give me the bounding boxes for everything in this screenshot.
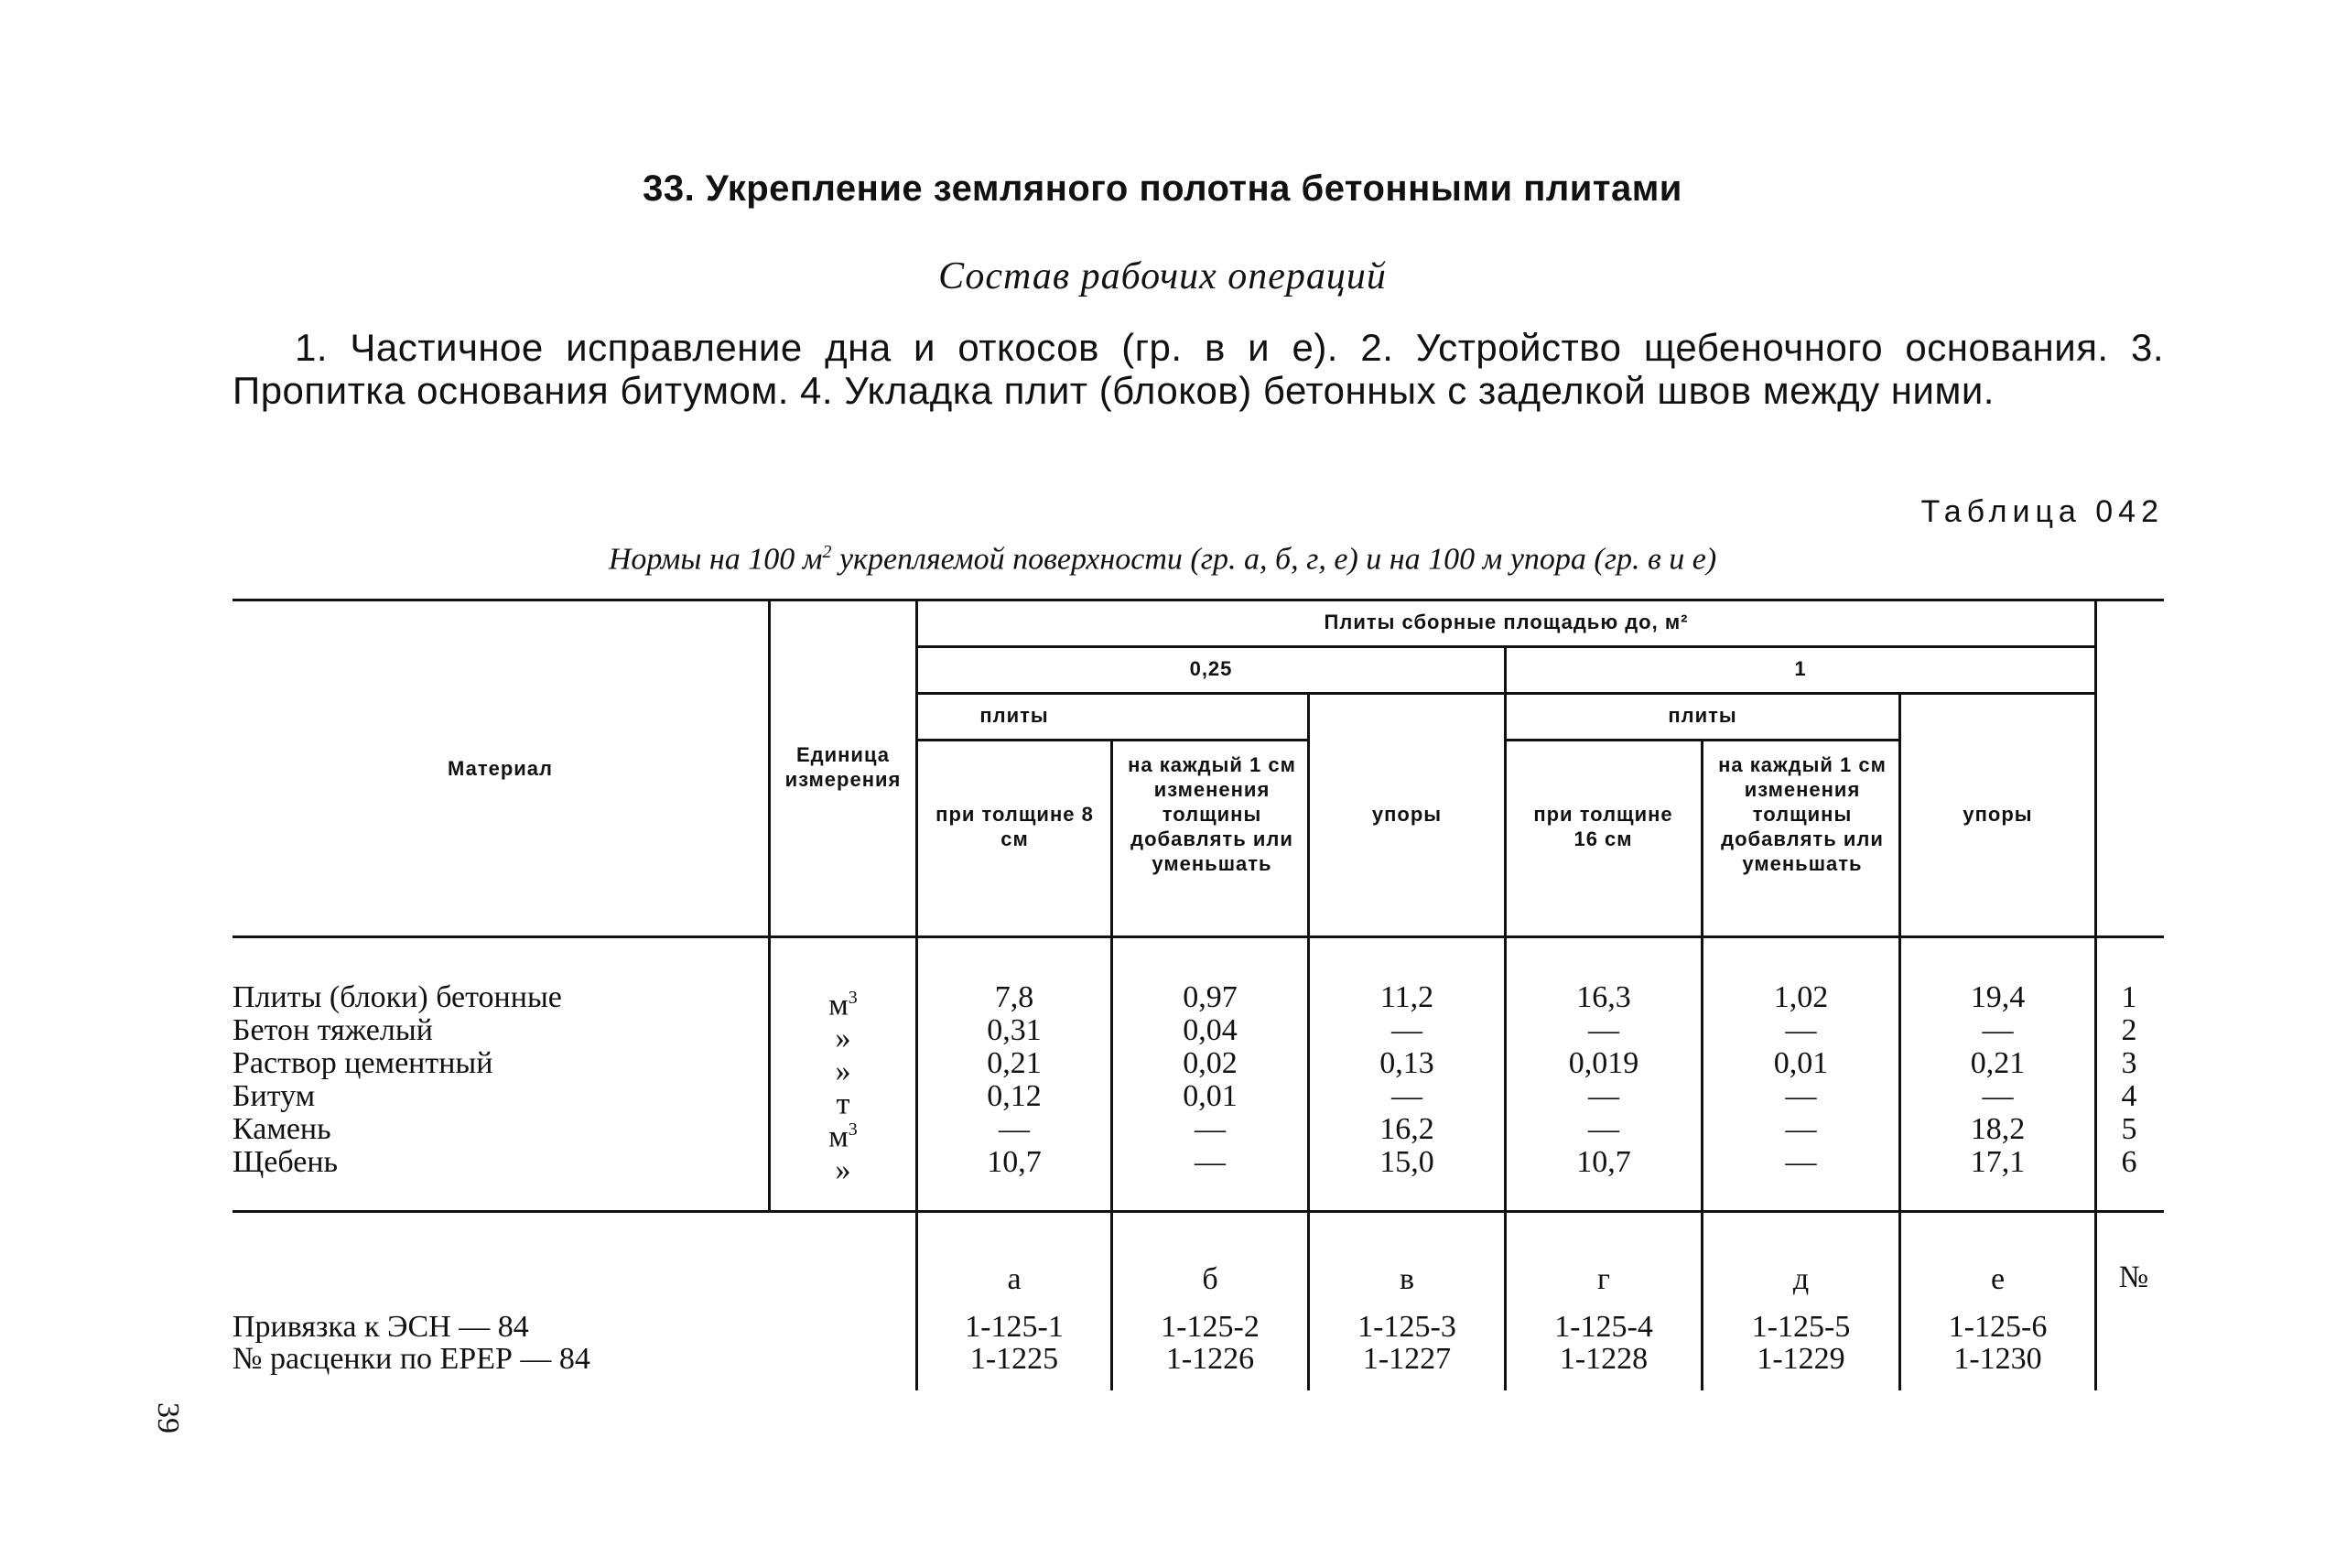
row-number: 4 [2121, 1079, 2137, 1113]
row-number: 6 [2121, 1145, 2137, 1179]
value-cell: 10,7 [987, 1145, 1042, 1179]
value-cell: — [1785, 1145, 1817, 1179]
erer-code: 1-1227 [1362, 1342, 1452, 1376]
row-number: 2 [2121, 1013, 2137, 1047]
header-bottom-rule [232, 935, 2164, 938]
value-cell: — [1391, 1079, 1422, 1113]
value-cell: 0,12 [987, 1079, 1042, 1113]
value-cell: 0,019 [1568, 1046, 1639, 1080]
value-cell: — [1391, 1013, 1422, 1047]
value-cell: 1,02 [1773, 980, 1829, 1014]
unit-cell: т [836, 1087, 850, 1121]
header-area-025: 0,25 [1189, 657, 1233, 680]
row-number: 1 [2121, 980, 2137, 1014]
column-letter: д [1792, 1262, 1810, 1296]
value-cell: 16,3 [1576, 980, 1631, 1014]
row-number: 5 [2121, 1112, 2137, 1146]
esn-code: 1-125-3 [1357, 1310, 1456, 1344]
header-area-1: 1 [1794, 657, 1807, 680]
header-col-d: на каждый 1 см изменения толщины добавлять или уменьшать [1718, 753, 1887, 875]
esn-code: 1-125-1 [965, 1310, 1064, 1344]
value-cell: 0,02 [1183, 1046, 1238, 1080]
column-letter: б [1202, 1262, 1218, 1296]
material-name: Битум [232, 1079, 316, 1113]
header-plates-a: плиты [979, 704, 1049, 727]
material-name: Раствор цементный [232, 1046, 493, 1080]
value-cell: — [1588, 1013, 1619, 1047]
value-cell: 15,0 [1379, 1145, 1434, 1179]
value-cell: 10,7 [1576, 1145, 1631, 1179]
unit-cell: » [835, 1021, 851, 1055]
material-name: Плиты (блоки) бетонные [232, 980, 562, 1014]
value-cell: 19,4 [1970, 980, 2026, 1014]
header-col-a: при толщине 8 см [935, 803, 1094, 850]
value-cell: 0,01 [1773, 1046, 1829, 1080]
value-cell: — [1785, 1079, 1817, 1113]
unit-cell: » [835, 1152, 851, 1187]
erer-code: 1-1229 [1757, 1342, 1845, 1376]
row-number: 3 [2121, 1046, 2137, 1080]
material-name: Бетон тяжелый [232, 1013, 433, 1047]
column-letter: г [1597, 1262, 1610, 1296]
header-col-g: при толщине 16 см [1533, 803, 1673, 850]
unit-cell: $м^3$ [828, 1119, 858, 1154]
table-label: Таблица 042 [1920, 494, 2164, 529]
header-material: Материал [447, 757, 553, 780]
header-col-b: на каждый 1 см изменения толщины добавлять или уменьшать [1128, 753, 1296, 875]
value-cell: 0,04 [1183, 1013, 1238, 1047]
material-name: Камень [232, 1112, 331, 1146]
value-cell: 11,2 [1379, 980, 1434, 1014]
erer-code: 1-1226 [1165, 1342, 1255, 1376]
value-cell: 17,1 [1970, 1145, 2026, 1179]
column-letter: а [1007, 1262, 1022, 1296]
value-cell: 16,2 [1379, 1112, 1434, 1146]
number-sign: № [2118, 1260, 2149, 1294]
value-cell: — [1588, 1112, 1619, 1146]
header-col-e: упоры [1963, 803, 2033, 826]
value-cell: — [1588, 1079, 1619, 1113]
subtitle: Состав рабочих операций [938, 255, 1387, 297]
unit-cell: $м^3$ [828, 988, 858, 1022]
value-cell: — [1982, 1079, 2014, 1113]
value-cell: 0,21 [987, 1046, 1042, 1080]
body-bottom-rule [232, 1210, 2164, 1213]
erer-code: 1-1225 [969, 1342, 1059, 1376]
esn-label: Привязка к ЭСН — 84 [232, 1310, 529, 1344]
norms-caption: Нормы на 100 $м^2$ укрепляемой поверхности (гр. а, б, г, е) и на 100 м упора (гр. в и е) [608, 542, 1717, 577]
value-cell: — [999, 1112, 1030, 1146]
esn-code: 1-125-4 [1554, 1310, 1653, 1344]
value-cell: 18,2 [1970, 1112, 2026, 1146]
value-cell: 0,31 [987, 1013, 1042, 1047]
header-unit: Единица измерения [784, 743, 902, 791]
value-cell: 0,97 [1183, 980, 1238, 1014]
section-title: 33. Укрепление земляного полотна бетонными плитами [643, 168, 1682, 209]
header-plates-b: плиты [1668, 704, 1737, 727]
value-cell: 7,8 [994, 980, 1034, 1014]
value-cell: — [1195, 1145, 1226, 1179]
esn-code: 1-125-5 [1751, 1310, 1851, 1344]
header-plates-area: Плиты сборные площадью до, м² [1324, 611, 1689, 633]
value-cell: — [1195, 1112, 1226, 1146]
value-cell: 0,21 [1970, 1046, 2026, 1080]
column-letter: в [1399, 1262, 1415, 1296]
value-cell: 0,13 [1379, 1046, 1434, 1080]
material-name: Щебень [232, 1145, 339, 1179]
esn-code: 1-125-6 [1948, 1310, 2048, 1344]
operations-text: 1. Частичное исправление дна и откосов (гр. в и е). 2. Устройство щебеночного основания. 3. Пропитка основания битумом. 4. Укладка плит (блоков) бетонных с заделкой швов между ними. [232, 326, 2164, 412]
value-cell: — [1982, 1013, 2014, 1047]
unit-cell: » [835, 1054, 851, 1088]
column-letter: е [1990, 1262, 2006, 1296]
value-cell: — [1785, 1013, 1817, 1047]
header-col-v: упоры [1371, 803, 1443, 826]
value-cell: 0,01 [1183, 1079, 1238, 1113]
value-cell: — [1785, 1112, 1817, 1146]
table-top-rule [232, 599, 2164, 601]
page-number: 39 [151, 1402, 185, 1433]
erer-code: 1-1228 [1559, 1342, 1649, 1376]
erer-code: 1-1230 [1953, 1342, 2042, 1376]
esn-code: 1-125-2 [1161, 1310, 1260, 1344]
erer-label: № расценки по ЕРЕР — 84 [232, 1342, 590, 1376]
